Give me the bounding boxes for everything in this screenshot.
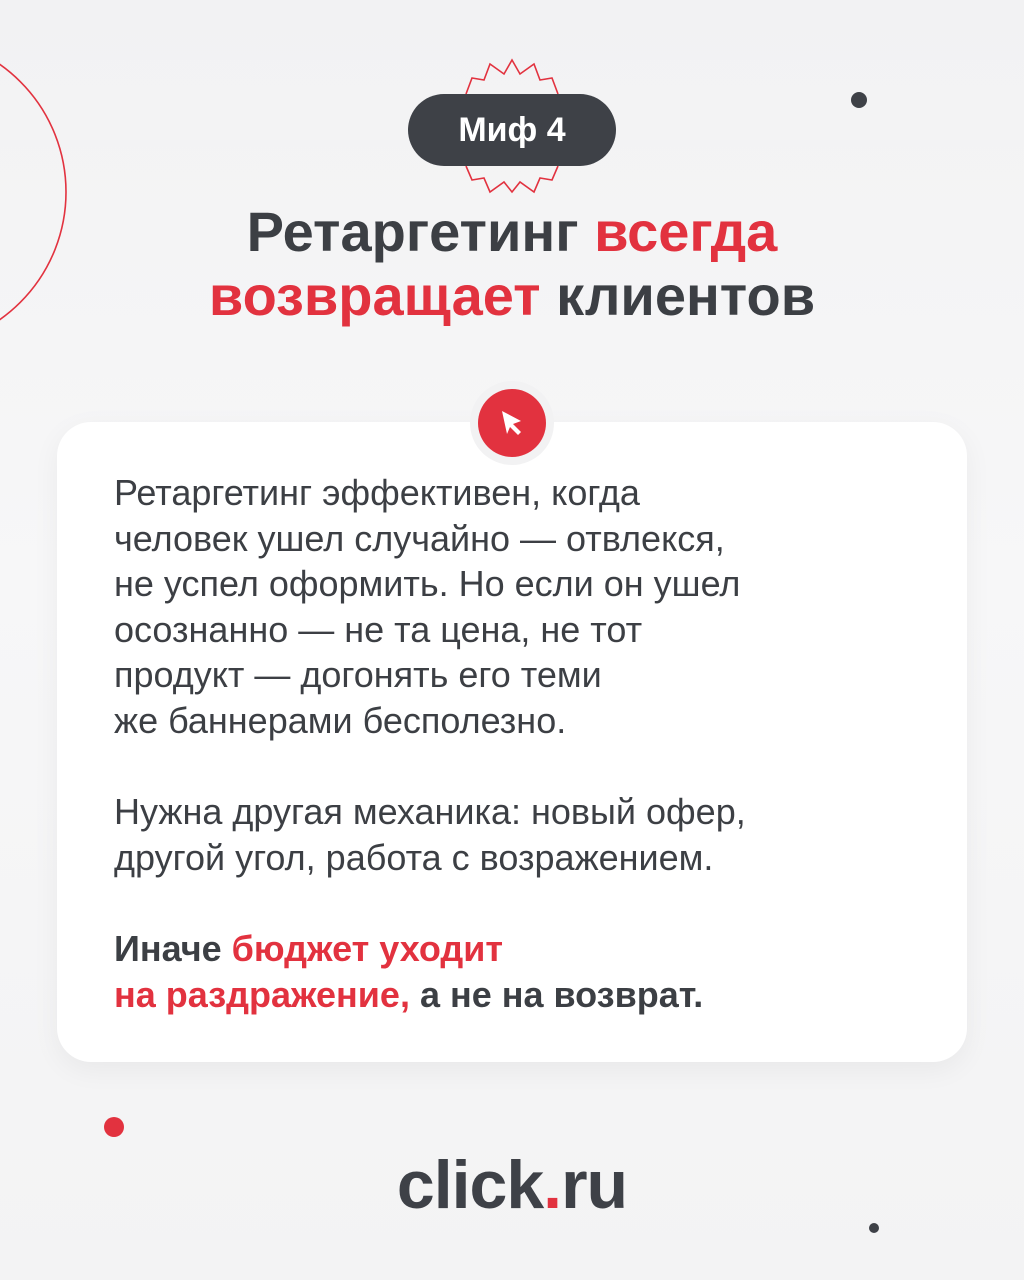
decorative-dot-dark (851, 92, 867, 108)
headline-accent: возвращает (208, 264, 541, 327)
conclusion (114, 926, 914, 1017)
headline-text: клиентов (540, 264, 816, 327)
myth-badge (408, 58, 616, 194)
brand-logo (0, 1146, 1024, 1224)
card-text (114, 470, 914, 1017)
decorative-dot-dark-small (869, 1223, 879, 1233)
headline (0, 200, 1024, 328)
conclusion-prefix: Иначе (114, 928, 232, 969)
headline-text: Ретаргетинг (246, 200, 595, 263)
logo-left: click (396, 1147, 544, 1223)
paragraph-1: Ретаргетинг эффективен, когда человек ушел случайно — отвлекся, не успел оформить. Но если он ушел осознанно — не та цена, не тот продукт — догонять его теми же баннерами бесполезно. (114, 472, 741, 741)
decorative-dot-red (104, 1117, 124, 1137)
myth-label: Миф 4 (408, 94, 616, 166)
conclusion-suffix: а не на возврат. (409, 973, 704, 1015)
paragraph-2: Нужна другая механика: новый офер, другой угол, работа с возражением. (114, 791, 746, 878)
logo-dot: . (543, 1147, 562, 1223)
conclusion-accent: бюджет уходит на раздражение, (114, 928, 503, 1015)
headline-accent: всегда (594, 200, 778, 263)
logo-right: ru (561, 1147, 628, 1223)
cursor-arrow-icon (490, 401, 534, 445)
cursor-badge (470, 381, 554, 465)
